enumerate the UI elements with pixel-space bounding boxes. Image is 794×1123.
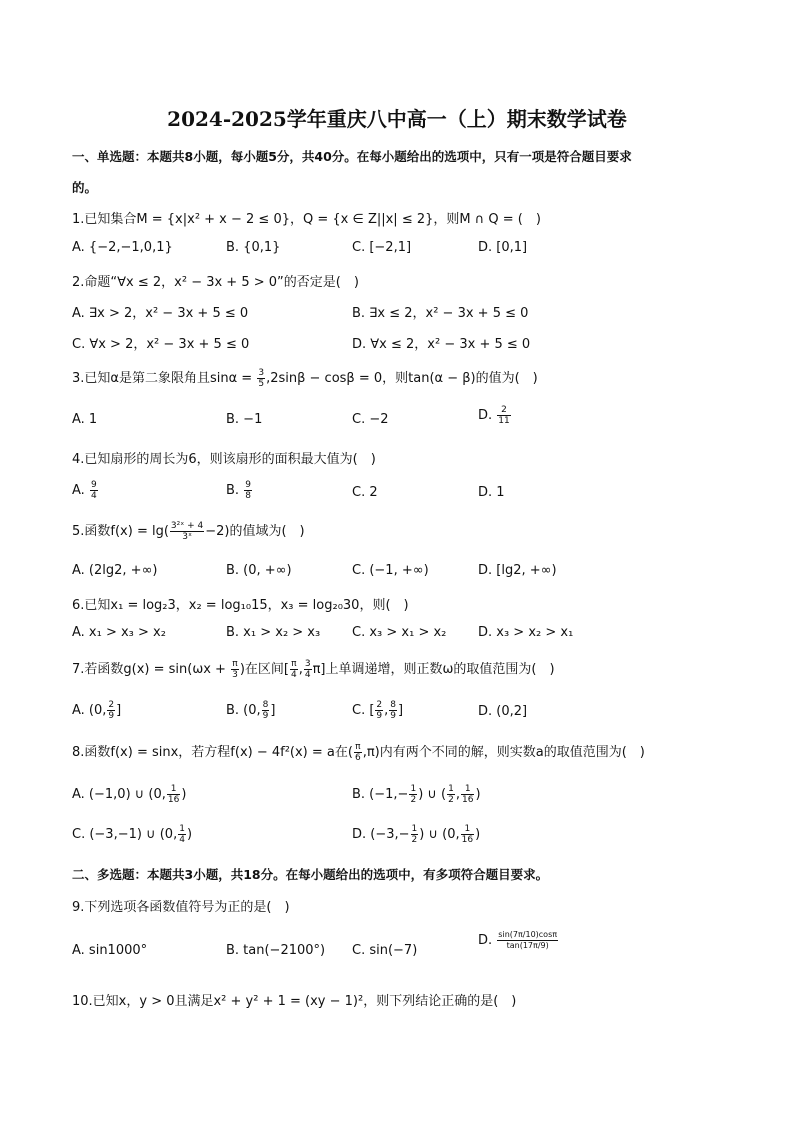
q4-option-c[interactable]: C. 2 (352, 485, 378, 500)
q2-option-b[interactable]: B. ∃x ≤ 2，x² − 3x + 5 ≤ 0 (352, 306, 529, 321)
question-8-stem: 8.函数f(x) = sinx，若方程f(x) − 4f²(x) = a在( $\frac{\pi}{6}$ ,π)内有两个不同的解，则实数a的取值范围为( ) (72, 742, 645, 763)
q6-option-b[interactable]: B. x₁ > x₂ > x₃ (226, 625, 321, 640)
section1-heading: 一、单选题：本题共8小题，每小题5分，共40分。在每小题给出的选项中，只有一项是符合题目要求 (72, 149, 632, 164)
q2-option-a[interactable]: A. ∃x > 2，x² − 3x + 5 ≤ 0 (72, 306, 249, 321)
question-10-stem: 10.已知x，y > 0且满足x² + y² + 1 = (xy − 1)²，则下列结论正确的是( ) (72, 994, 517, 1009)
q1-option-a[interactable]: A. {−2,−1,0,1} (72, 240, 173, 255)
q4-option-b[interactable]: B. $\frac{9}{8}$ (226, 480, 251, 501)
q9-option-c[interactable]: C. sin(−7) (352, 943, 418, 958)
q7-option-d[interactable]: D. (0,2] (478, 704, 528, 719)
q8-option-b[interactable]: B. (−1,− $\frac{1}{2}$ ) ∪ ( $\frac{1}{2}$ , $\frac{1}{16}$ ) (352, 784, 481, 805)
q7-option-a[interactable]: A. (0, $\frac{2}{9}$ ] (72, 700, 122, 721)
section2-heading: 二、多选题：本题共3小题，共18分。在每小题给出的选项中，有多项符合题目要求。 (72, 867, 549, 882)
question-1-stem: 1.已知集合M = {x|x² + x − 2 ≤ 0}，Q = {x ∈ Z||x| ≤ 2}，则M ∩ Q = ( ) (72, 212, 541, 227)
q3-option-b[interactable]: B. −1 (226, 412, 263, 427)
q3-option-d[interactable]: D. $\frac{2}{11}$ (478, 405, 510, 426)
question-2-stem: 2.命题“∀x ≤ 2，x² − 3x + 5 > 0”的否定是( ) (72, 275, 359, 290)
q1-option-c[interactable]: C. [−2,1] (352, 240, 412, 255)
question-3-stem: 3.已知α是第二象限角且sinα = $\frac{3}{5}$ ,2sinβ − cosβ = 0，则tan(α − β)的值为( ) (72, 368, 538, 389)
q8-option-d[interactable]: D. (−3,− $\frac{1}{2}$ ) ∪ (0, $\frac{1}{16}$ ) (352, 824, 481, 845)
q3-option-a[interactable]: A. 1 (72, 412, 98, 427)
q7-option-b[interactable]: B. (0, $\frac{8}{9}$ ] (226, 700, 276, 721)
q5-option-b[interactable]: B. (0, +∞) (226, 563, 292, 578)
question-9-stem: 9.下列选项各函数值符号为正的是( ) (72, 900, 290, 915)
q9-option-b[interactable]: B. tan(−2100°) (226, 943, 326, 958)
q5-option-a[interactable]: A. (2lg2, +∞) (72, 563, 158, 578)
q4-option-d[interactable]: D. 1 (478, 485, 505, 500)
q1-option-d[interactable]: D. [0,1] (478, 240, 528, 255)
q5-option-c[interactable]: C. (−1, +∞) (352, 563, 429, 578)
fraction: $\frac{3}{5}$ (258, 368, 265, 389)
page-title: 2024-2025学年重庆八中高一（上）期末数学试卷 (167, 107, 627, 131)
q1-option-b[interactable]: B. {0,1} (226, 240, 281, 255)
q8-option-a[interactable]: A. (−1,0) ∪ (0, $\frac{1}{16}$ ) (72, 784, 187, 805)
question-4-stem: 4.已知扇形的周长为6，则该扇形的面积最大值为( ) (72, 452, 376, 467)
q9-option-a[interactable]: A. sin1000° (72, 943, 148, 958)
q6-option-d[interactable]: D. x₃ > x₂ > x₁ (478, 625, 574, 640)
q6-option-a[interactable]: A. x₁ > x₃ > x₂ (72, 625, 166, 640)
question-7-stem: 7.若函数g(x) = sin(ωx + $\frac{\pi}{3}$ )在区间[ $\frac{\pi}{4}$ , $\frac{3}{4}$ π]上单调递增，则正数ω的取值范围为( ) (72, 659, 555, 680)
section1-heading-cont: 的。 (72, 180, 98, 195)
q5-option-d[interactable]: D. [lg2, +∞) (478, 563, 557, 578)
q9-option-d[interactable]: D. $\frac{\sin(7\pi/10)\cos\pi}{\tan(17\pi/9)}$ (478, 930, 558, 950)
q2-option-c[interactable]: C. ∀x > 2，x² − 3x + 5 ≤ 0 (72, 337, 250, 352)
q7-option-c[interactable]: C. [ $\frac{2}{9}$ , $\frac{8}{9}$ ] (352, 700, 404, 721)
question-6-stem: 6.已知x₁ = log₂3，x₂ = log₁₀15，x₃ = log₂₀30，则( ) (72, 598, 409, 613)
q4-option-a[interactable]: A. $\frac{9}{4}$ (72, 480, 97, 501)
q8-option-c[interactable]: C. (−3,−1) ∪ (0, $\frac{1}{4}$ ) (72, 824, 193, 845)
question-5-stem: 5.函数f(x) = lg( $\frac{\text{3²ˣ + 4}}{\text{3ˣ}}$ −2)的值域为( ) (72, 521, 305, 542)
q6-option-c[interactable]: C. x₃ > x₁ > x₂ (352, 625, 447, 640)
q3-option-c[interactable]: C. −2 (352, 412, 389, 427)
q2-option-d[interactable]: D. ∀x ≤ 2，x² − 3x + 5 ≤ 0 (352, 337, 531, 352)
